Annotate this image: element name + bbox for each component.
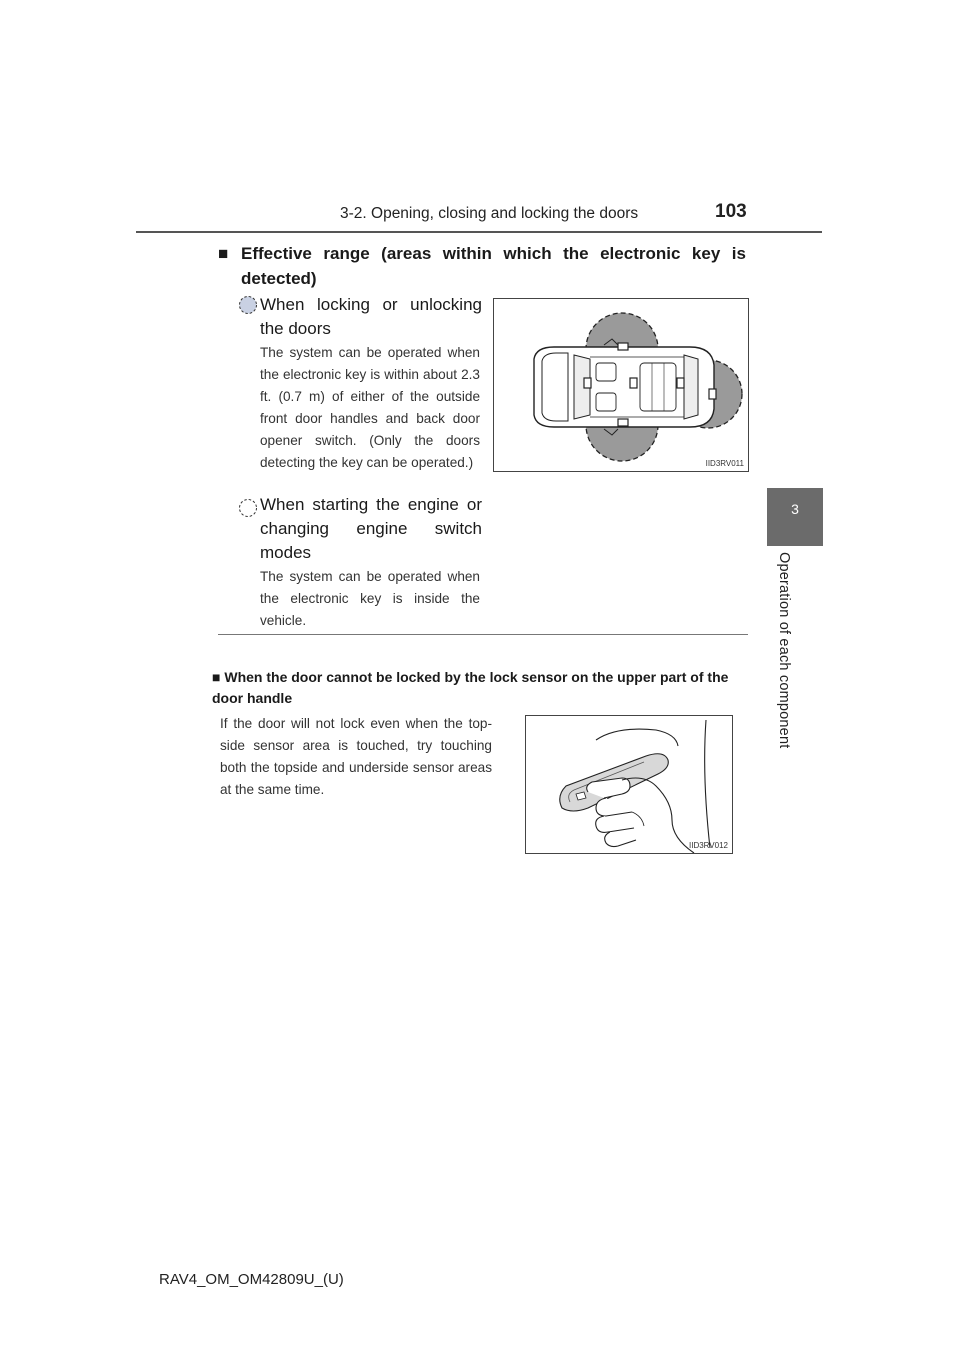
section-title: 3-2. Opening, closing and locking the doors xyxy=(340,205,639,222)
hand-icon xyxy=(587,778,694,853)
door-panel-line xyxy=(596,729,678,746)
square-bullet-icon: ■ xyxy=(218,244,229,263)
figure-code: IID3RV012 xyxy=(689,841,728,850)
section-divider xyxy=(218,634,748,635)
door-lock-description: If the door will not lock even when the top-side sensor area is touched, try touching both the topside and underside sensor areas at the same time. xyxy=(220,716,492,797)
square-bullet-icon: ■ xyxy=(212,669,221,685)
antenna-icon xyxy=(630,378,637,388)
figure-code: IID3RV011 xyxy=(705,459,744,468)
zone-bullet-icon xyxy=(238,295,258,315)
manual-code: RAV4_OM_OM42809U_(U) xyxy=(159,1271,344,1288)
antenna-icon xyxy=(709,389,716,399)
engine-start-subheading: When starting the engine or changing engine switch modes xyxy=(260,495,482,562)
effective-range-title: Effective range (areas within which the electronic key is detected) xyxy=(241,244,746,288)
chapter-tab: 3 xyxy=(767,488,823,546)
antenna-icon xyxy=(677,378,684,388)
door-lock-title: When the door cannot be locked by the lock sensor on the upper part of the door handle xyxy=(212,669,729,706)
locking-description: The system can be operated when the electronic key is within about 2.3 ft. (0.7 m) of either of the outside front door handles and back door opener switch. (Only the doors detecting the key can be operated.) xyxy=(260,345,480,470)
header-divider xyxy=(136,231,822,233)
engine-start-description: The system can be operated when the electronic key is inside the vehicle. xyxy=(260,569,480,628)
detection-range-figure xyxy=(493,298,749,472)
effective-range-heading xyxy=(218,241,746,291)
antenna-icon xyxy=(618,343,628,350)
door-edge-line xyxy=(705,720,710,848)
zone-bullet-icon xyxy=(238,498,258,518)
door-handle-figure xyxy=(525,715,733,854)
locking-subheading: When locking or unlocking the doors xyxy=(260,295,482,338)
vehicle-detection-diagram xyxy=(494,299,748,471)
antenna-icon xyxy=(584,378,591,388)
door-lock-heading xyxy=(212,667,748,709)
antenna-icon xyxy=(618,419,628,426)
chapter-title: Operation of each component xyxy=(776,552,792,749)
hand-on-handle-diagram xyxy=(526,716,732,853)
page-number: 103 xyxy=(715,201,747,222)
